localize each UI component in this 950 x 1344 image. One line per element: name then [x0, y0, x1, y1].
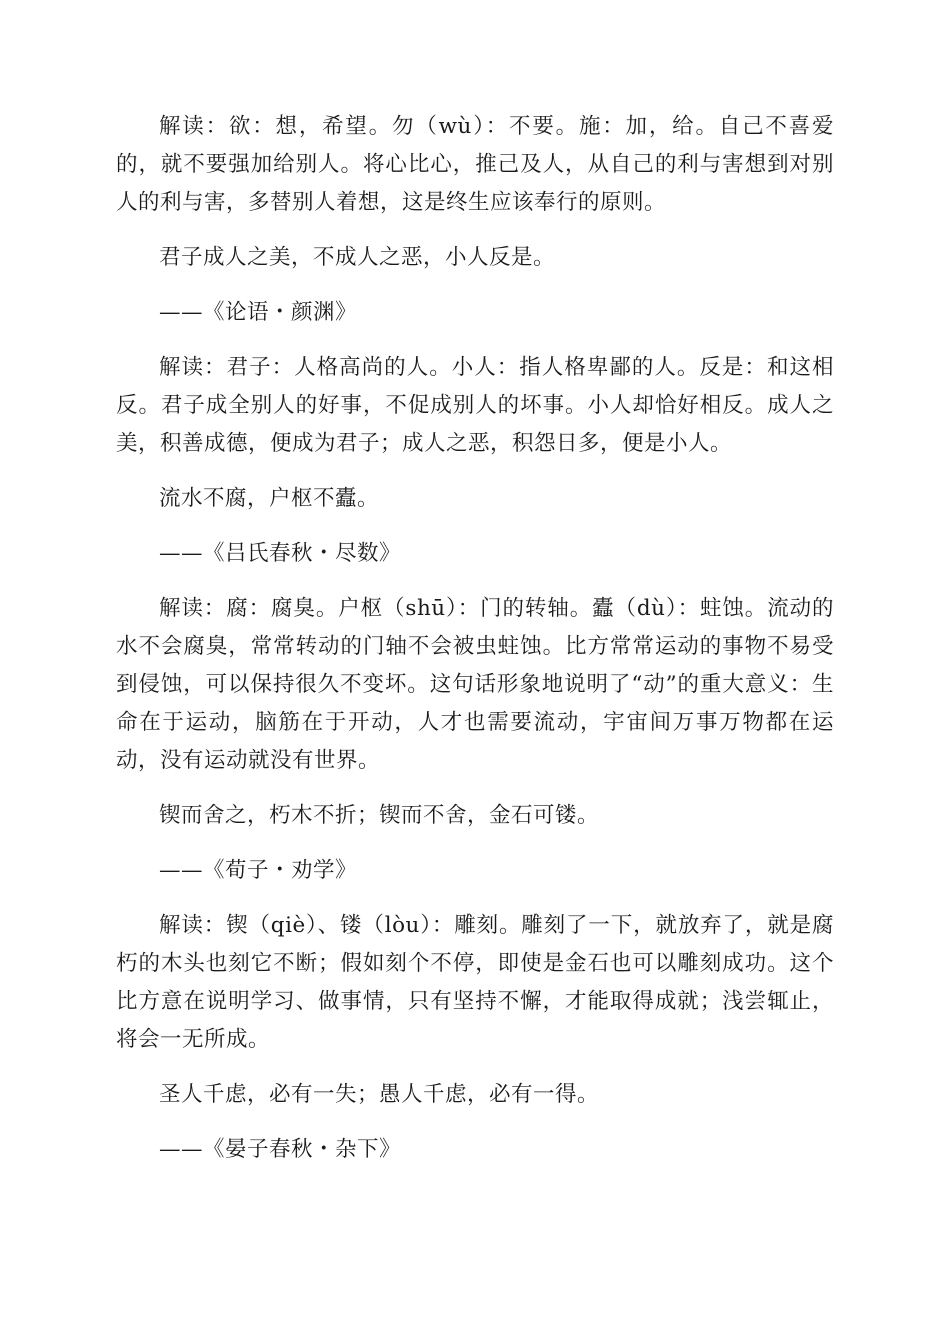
- source-xunzi-quanxue: ——《荀子・劝学》: [159, 858, 358, 883]
- source-lunyu-yanyuan: ——《论语・颜渊》: [159, 300, 358, 325]
- paragraph-interpretation-1: 解读：欲：想，希望。勿（wù）：不要。施：加，给。自己不喜爱的，就不要强加给别人。将心比心，推己及人，从自己的利与害想到对别人的利与害，多替别人着想，这是终生应该奉行的原则。: [116, 114, 834, 215]
- quote-liushui: 流水不腐，户枢不蠹。: [159, 486, 380, 511]
- quote-junzi: 君子成人之美，不成人之恶，小人反是。: [159, 245, 556, 270]
- document-body: [116, 108, 834, 1169]
- source-lushi-chunqiu: ——《吕氏春秋・尽数》: [159, 541, 402, 566]
- paragraph-interpretation-3: 解读：腐：腐臭。户枢（shū）：门的转轴。蠹（dù）：蛀蚀。流动的水不会腐臭，常常转动的门轴不会被虫蛀蚀。比方常常运动的事物不易受到侵蚀，可以保持很久不变坏。这句话形象地说明了“动”的重大意义：生命在于运动，脑筋在于开动，人才也需要流动，宇宙间万事万物都在运动，没有运动就没有世界。: [116, 596, 834, 773]
- quote-qie-er: 锲而舍之，朽木不折；锲而不舍，金石可镂。: [159, 803, 600, 828]
- quote-shengren: 圣人千虑，必有一失；愚人千虑，必有一得。: [159, 1082, 600, 1107]
- source-yanzi-chunqiu: ——《晏子春秋・杂下》: [159, 1137, 402, 1162]
- paragraph-interpretation-2: 解读：君子：人格高尚的人。小人：指人格卑鄙的人。反是：和这相反。君子成全别人的好事，不促成别人的坏事。小人却恰好相反。成人之美，积善成德，便成为君子；成人之恶，积怨日多，便是小人。: [116, 355, 834, 456]
- paragraph-interpretation-4: 解读：锲（qiè）、镂（lòu）：雕刻。雕刻了一下，就放弃了，就是腐朽的木头也刻它不断；假如刻个不停，即使是金石也可以雕刻成功。这个比方意在说明学习、做事情，只有坚持不懈，才能取得成就；浅尝辄止，将会一无所成。: [116, 913, 834, 1052]
